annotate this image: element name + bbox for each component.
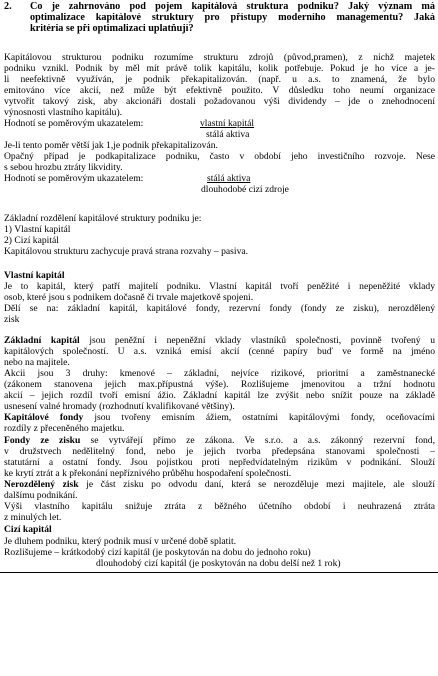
paragraph-line: nebo na majitele.: [4, 358, 70, 368]
paragraph-line: zisk: [4, 315, 20, 325]
paragraph-line: s sebou hrozbu ztráty likvidity.: [4, 163, 123, 173]
paragraph-line: rozdíly z přeceněného majetku.: [4, 424, 125, 434]
paragraph-line: Kapitálovou strukturou podniku rozumíme strukturu zdrojů (původ,pramen), z nichž majetek: [4, 53, 435, 63]
term: Kapitálové fondy: [4, 413, 84, 423]
paragraph-line: osob, které jsou s podnikem dočasně či trvale majetkově spojeni.: [4, 293, 254, 303]
bottom-divider: [0, 572, 438, 573]
question-line-3: kritéria se při optimalizaci uplatňují?: [30, 24, 194, 34]
list-item: 2) Cizí kapitál: [4, 236, 59, 246]
paragraph-line: Základní kapitál jsou peněžní i nepeněžní vklady vlastníků společnosti, povinně tvořený u: [4, 336, 435, 346]
paragraph-line: Je to kapitál, který patří majitelí podniku. Vlastní kapitál tvoří peněžité i nepeněžité vklady: [4, 282, 435, 292]
paragraph-line: statutární a ostatní fondy. Jsou pojistkou proti nepředvídatelným rizikům v podnikání. Slouží: [4, 458, 435, 468]
paragraph-line: emitováno více akcií, než může být efektivně použito. V důsledku toho neumí organizace: [4, 86, 435, 96]
paragraph-line: dalšímu podnikání.: [4, 491, 78, 501]
paragraph-line: ke krytí ztrát a k překonání nepříznivého průběhu hospodaření společnosti.: [4, 469, 292, 479]
paragraph-line: v družstvech nedělitelný fond, nebo je jejich tvorba předepsána stanovami společnosti –: [4, 447, 435, 457]
paragraph-line: dlouhodobý cizí kapitál (je poskytován na dobu delší než 1 rok): [96, 558, 341, 569]
paragraph-line: usnesení valné hromady (rozhodnutí kvalifikované většiny).: [4, 402, 235, 412]
paragraph-line: Fondy ze zisku se vytvářejí přímo ze zákona. Ve s.r.o. a a.s. zákonný rezervní fond,: [4, 436, 435, 446]
paragraph-line: Opačný případ je podkapitalizace podniku, často v období jeho investičního rozvoje. Nese: [4, 152, 435, 162]
indicator-label: Hodnotí se poměrovým ukazatelem:: [4, 118, 144, 129]
paragraph-line: Nerozdělený zisk je část zisku po odvodu daní, která se nerozděluje mezi majitele, ale slouží: [4, 480, 435, 490]
basic-intro: Základní rozdělení kapitálové struktury podniku je:: [4, 214, 202, 224]
paragraph-line: Dělí se na: základní kapitál, kapitálové fondy, rezervní fondy (fondy ze zisku), nerozdělený: [4, 304, 435, 314]
paragraph-line: Rozlišujeme – krátkodobý cizí kapitál (je poskytován na dobu do jednoho roku): [4, 548, 311, 558]
list-item: 1) Vlastní kapitál: [4, 225, 71, 235]
section-heading: Cizí kapitál: [4, 525, 52, 535]
indicator-denominator: dlouhodobé cizí zdroje: [201, 184, 289, 195]
term: Základní kapitál: [4, 336, 80, 346]
indicator-denominator: stálá aktiva: [206, 129, 250, 140]
paragraph-line: výnosnosti vlastního kapitálu).: [4, 108, 123, 118]
paragraph-line: Výši vlastního kapitálu snižuje ztráta z běžného účetního období i neuhrazená ztráta: [4, 502, 435, 512]
indicator-label: Hodnotí se poměrovým ukazatelem:: [4, 173, 144, 184]
indicator-note: Je-li tento poměr větší jak 1,je podnik překapitalizován.: [4, 141, 218, 151]
paragraph-line: Kapitálové fondy jsou tvořeny emisním ážiem, ostatními kapitálovými fondy, oceňovacími: [4, 413, 435, 423]
paragraph-line: li neefektivně využíván, je podnik překapitalizován. (např. u a.s. to znamená, že bylo: [4, 75, 435, 85]
paragraph-line: vytvořit takový zisk, aby akcionáři dostali požadovanou výši dividendy – jde o znehodnocení: [4, 97, 435, 107]
indicator-numerator: stálá aktiva: [207, 173, 251, 184]
paragraph-line: akcií – jejich rozdíl tvoří emisní ážio. Základní kapitál lze zvýšit nebo snížit pouze na základě: [4, 391, 435, 401]
question-line-1: Co je zahrnováno pod pojem kapitálová struktura podniku? Jaký význam má: [30, 2, 435, 12]
paragraph-line: (zákonem stanovena jejich max.přípustná výše). Rozlišujeme jmenovitou a tržní hodnotu: [4, 380, 435, 390]
paragraph-line: kapitálových společností. U a.s. vzniká emisí akcií (cenné papíry buď ve formě na jméno: [4, 347, 435, 357]
indicator-numerator: vlastní kapitál: [200, 118, 255, 129]
term: Fondy ze zisku: [4, 436, 81, 446]
question-line-2: optimalizace kapitálové struktury pro přístupy moderního managementu? Jaká: [30, 13, 435, 23]
paragraph-line: podniku vznikl. Podnik by měl mít právě tolik kapitálu, kolik potřebuje. Pokud je ho více a je-: [4, 64, 435, 74]
section-heading: Vlastní kapitál: [4, 271, 65, 281]
paragraph-line: Je dluhem podniku, který podnik musí v určené době splatit.: [4, 537, 237, 547]
question-number: 2.: [4, 2, 12, 12]
paragraph-line: z minulých let.: [4, 513, 62, 523]
paragraph-line: Akcii jsou 3 druhy: kmenové – základní, nejvíce rizikové, prioritní a zaměstnanecké: [4, 369, 435, 379]
term: Nerozdělený zisk: [4, 480, 79, 490]
basic-note: Kapitálovou strukturu zachycuje pravá strana rozvahy – pasiva.: [4, 247, 249, 257]
